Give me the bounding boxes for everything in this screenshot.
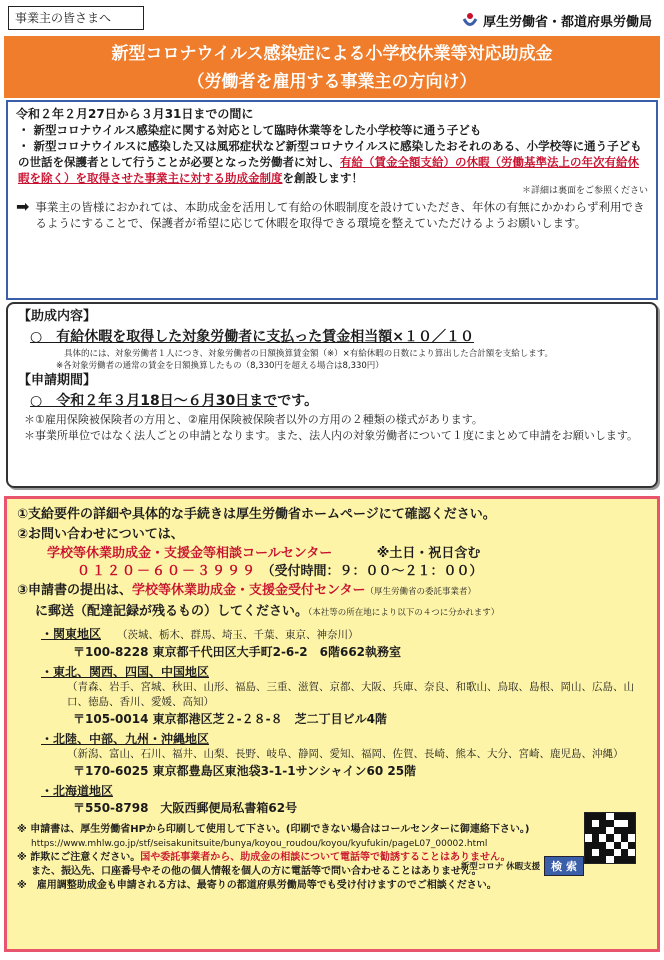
- content-main-text: ○ 有給休暇を取得した対象労働者に支払った賃金相当額×１０／１０: [30, 329, 474, 345]
- region-address: 〒550-8798 大阪西郵便局私書箱62号: [73, 801, 298, 815]
- period-heading: 【申請期間】: [18, 373, 97, 388]
- intro-note: ＊詳細は裏面をご参照ください: [521, 186, 648, 196]
- contact-q3-line2: [17, 602, 647, 623]
- intro-request-text: 事業主の皆様におかれては、本助成金を活用して有給の休暇制度を設けていただき、年休の有無にかかわらず利用できるようにすることで、保護者が希望に応じて休暇を取得できる環境を整えていただけるようお願いします。: [35, 200, 645, 230]
- contact-q3-small: （厚生労働省の委託事業者）: [365, 587, 477, 597]
- search-label: 新型コロナ 休暇支援: [460, 862, 541, 872]
- intro-box: [6, 100, 658, 300]
- contact-q1: ①支給要件の詳細や具体的な手続きは厚生労働省ホームページにて確認ください。: [17, 507, 496, 522]
- search-button[interactable]: 検 索: [544, 856, 584, 876]
- footnote-2-red: 国や委託事業者から、助成金の相談について電話等で勧誘することはありません。: [140, 852, 511, 863]
- footnote-2-b: また、振込先、口座番号やその他の個人情報を個人の方に電話等で問い合わせることはありません。: [31, 866, 482, 877]
- ministry-logo-icon: [461, 10, 479, 30]
- region-prefs: （茨城、栃木、群馬、埼玉、千葉、東京、神奈川）: [117, 629, 359, 641]
- search-box[interactable]: [461, 856, 584, 876]
- phone-hours: （受付時間：９：００～２１：００）: [261, 564, 483, 579]
- region-prefs: （新潟、富山、石川、福井、山梨、長野、岐阜、静岡、愛知、福岡、佐賀、長崎、熊本、大分、宮崎、鹿児島、沖縄）: [67, 748, 624, 760]
- rule-2: ＊事業所単位ではなく法人ごとの申請となります。また、法人内の対象労働者について１度にまとめて申請をお願いします。: [24, 429, 639, 442]
- region-name-text: ・北陸、中部、九州・沖縄地区: [41, 732, 210, 746]
- intro-request: [16, 199, 648, 231]
- contact-q2: ②お問い合わせについては、: [17, 527, 184, 542]
- region-name-text: ・関東地区: [41, 627, 102, 641]
- footnote-3: ※ 雇用調整助成金も申請される方は、最寄りの都道府県労働局等でも受け付けますのでご相談ください。: [17, 880, 497, 891]
- intro-lead: 令和２年２月27日から３月31日までの間に: [16, 107, 254, 121]
- phone-line: [17, 563, 647, 581]
- content-main: [18, 326, 646, 348]
- region-name: [17, 664, 647, 680]
- footnote-2-a: ※ 詐欺にご注意ください。: [17, 852, 141, 863]
- region-name: [17, 731, 647, 747]
- contact-q3-red: 学校等休業助成金・支援金受付センター: [132, 583, 366, 598]
- call-center-note: ※土日・祝日含む: [376, 546, 481, 561]
- content-box: [6, 302, 658, 488]
- contact-q3-note: （本社等の所在地により以下の４つに分かれます）: [308, 608, 500, 618]
- intro-text-a: の世話を保護者として行うことが必要となった労働者に対し、: [18, 155, 340, 169]
- audience-tag: 事業主の皆さまへ: [8, 6, 144, 30]
- region-kanto: [17, 626, 647, 661]
- region-name-text: ・東北、関西、四国、中国地区: [41, 665, 210, 679]
- footnote-url[interactable]: https://www.mhlw.go.jp/stf/seisakunitsuite/bunya/koyou_roudou/koyou/kyufukin/pageL07_00002.html: [31, 839, 488, 849]
- footnote-1: ※ 申請書は、厚生労働省HPから印刷して使用して下さい。(印刷できない場合はコールセンターに御連絡下さい。): [17, 824, 530, 835]
- call-center-name: 学校等休業助成金・支援金等相談コールセンター: [47, 546, 333, 561]
- qr-code-icon[interactable]: [584, 812, 636, 864]
- region-address: 〒105-0014 東京都港区芝２-２８-８ 芝二丁目ビル4階: [73, 712, 387, 726]
- phone-number[interactable]: ０１２０－６０－３９９９: [77, 564, 258, 579]
- intro-bullet-1: ・ 新型コロナウイルス感染症に関する対応として臨時休業等をした小学校等に通う子ども: [18, 123, 482, 137]
- period-main: [18, 390, 646, 412]
- intro-red-text: 有給（賃金全額支給）の休暇（労働基準法上の年次有給休暇を除く）を取得させた事業主に対する助成金制度: [18, 155, 639, 185]
- content-detail-2: ※各対象労働者の通常の賃金を日額換算したもの（8,330円を超える場合は8,330円）: [56, 361, 384, 371]
- contact-q3: [17, 581, 647, 602]
- contact-q3-a: ③申請書の提出は、: [17, 583, 133, 598]
- title-banner: [4, 36, 660, 98]
- contact-box: [4, 496, 660, 952]
- title-line-1: 新型コロナウイルス感染症による小学校休業等対応助成金: [111, 44, 553, 64]
- region-tohoku: [17, 664, 647, 728]
- region-name-text: ・北海道地区: [41, 784, 114, 798]
- region-name: [17, 626, 647, 643]
- region-hokkaido: [17, 783, 647, 817]
- intro-text-b: を創設します！: [282, 171, 363, 185]
- intro-bullet-2: ・ 新型コロナウイルスに感染した又は風邪症状など新型コロナウイルスに感染したおそれのある、小学校等に通う子ども: [18, 139, 642, 153]
- call-center-line: [17, 545, 647, 563]
- content-heading: 【助成内容】: [18, 309, 97, 324]
- region-address: 〒170-6025 東京都豊島区東池袋3-1-1サンシャイン60 25階: [73, 764, 417, 778]
- arrow-right-icon: ➡: [16, 197, 30, 216]
- title-line-2: （労働者を雇用する事業主の方向け）: [187, 72, 477, 92]
- ministry-label: 厚生労働省・都道府県労働局: [482, 14, 652, 30]
- rule-1: ＊①雇用保険被保険者の方用と、②雇用保険被保険者以外の方用の２種類の様式があります。: [24, 413, 483, 426]
- intro-text: [16, 154, 648, 186]
- period-suffix: です。: [277, 393, 319, 409]
- region-address: 〒100-8228 東京都千代田区大手町2-6-2 6階662執務室: [73, 645, 402, 659]
- region-hokuriku: [17, 731, 647, 780]
- period-text: ○ 令和２年３月18日～６月30日まで: [30, 393, 278, 409]
- region-prefs: （青森、岩手、宮城、秋田、山形、福島、三重、滋賀、京都、大阪、兵庫、奈良、和歌山、鳥取、島根、岡山、広島、山口、徳島、香川、愛媛、高知）: [67, 681, 634, 708]
- region-name: [17, 783, 647, 799]
- contact-q3-b: に郵送（配達記録が残るもの）してください。: [35, 604, 309, 619]
- content-detail: 具体的には、対象労働者１人につき、対象労働者の日額換算賃金額（※）×有給休暇の日数により算出した合計額を支給します。: [64, 349, 554, 359]
- ministry-name: [461, 10, 652, 30]
